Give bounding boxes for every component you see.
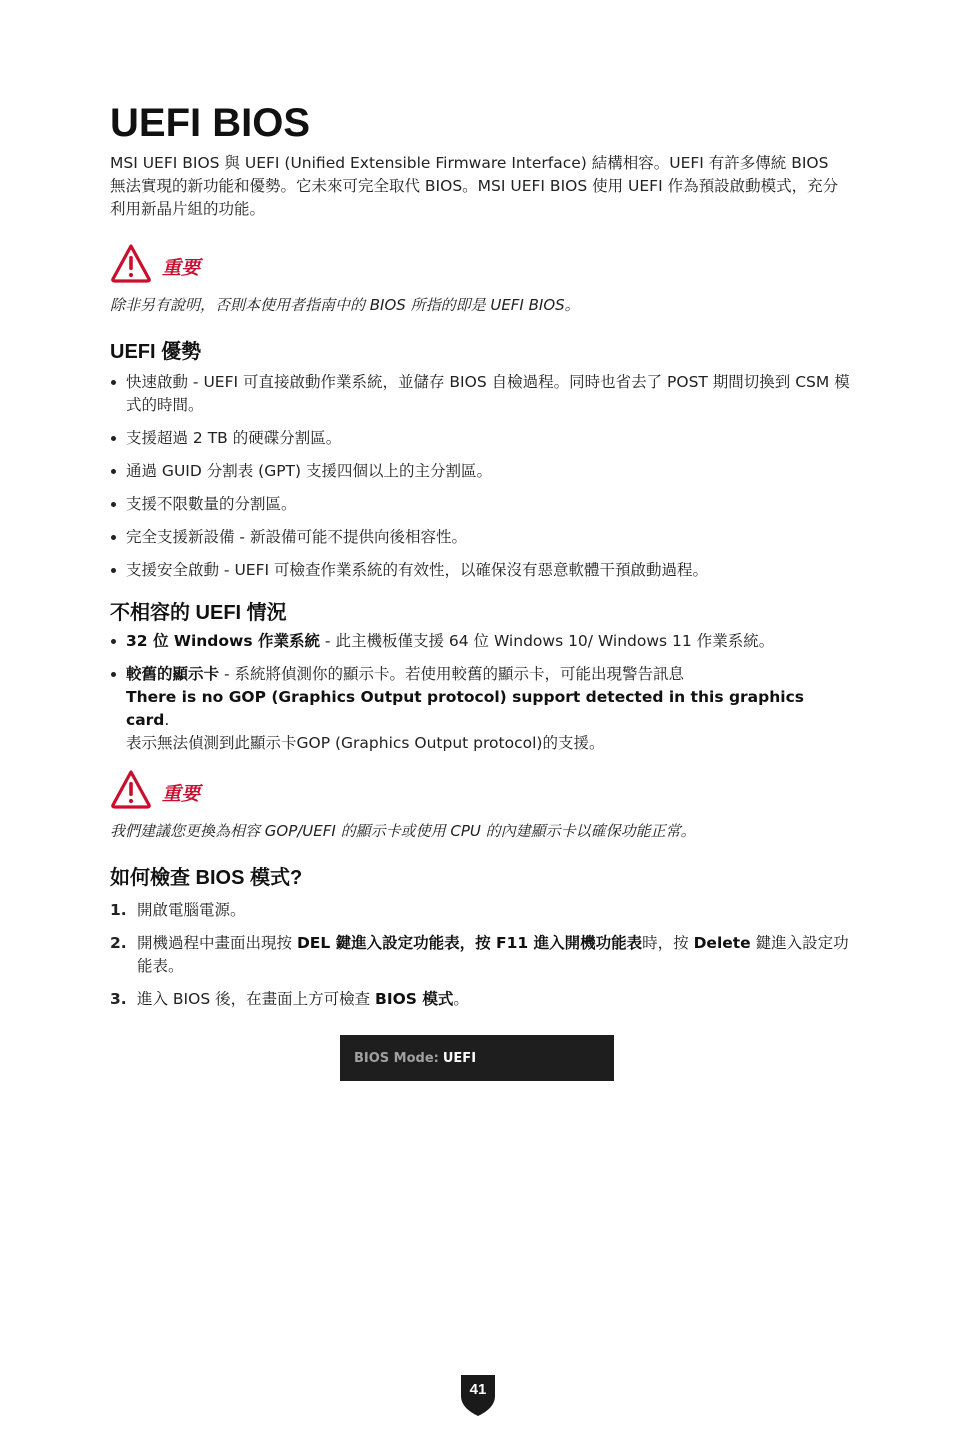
warning-period: . (164, 711, 170, 729)
step-bold: Delete (693, 934, 751, 952)
warning-icon (110, 769, 152, 809)
bios-mode-box (340, 1035, 614, 1081)
important-text: 我們建議您更換為相容 GOP/UEFI 的顯示卡或使用 CPU 的內建顯示卡以確保功能正常。 (110, 822, 696, 840)
advantages-heading: UEFI 優勢 (110, 341, 202, 363)
check-heading: 如何檢查 BIOS 模式? (110, 867, 303, 889)
incompatible-list (110, 630, 850, 755)
step-bold: BIOS 模式 (375, 990, 454, 1008)
step-item (110, 988, 850, 1011)
item-text: - 系統將偵測你的顯示卡。若使用較舊的顯示卡，可能出現警告訊息 (219, 665, 684, 683)
step-text: 時，按 (642, 934, 694, 952)
important-header (110, 241, 850, 285)
intro-paragraph: MSI UEFI BIOS 與 UEFI (Unified Extensible Firmware Interface) 結構相容。UEFI 有許多傳統 BIOS 無法實現的新功能和優勢。它未來可完全取代 BIOS。MSI UEFI BIOS 使用 UEFI 作為預設啟動模式，充分利用新晶片組的功能。 (110, 154, 839, 218)
step-number: 3. (110, 990, 127, 1008)
important-note-1 (110, 241, 850, 315)
step-text: 開啟電腦電源。 (137, 901, 246, 919)
important-text: 除非另有說明，否則本使用者指南中的 BIOS 所指的即是 UEFI BIOS。 (110, 296, 580, 314)
list-item: 支援不限數量的分割區。 (110, 493, 850, 516)
important-label: 重要 (162, 782, 201, 805)
step-text: 鍵進入設定功能表。 (137, 934, 849, 975)
step-number: 1. (110, 901, 127, 919)
step-text: 開機過程中畫面出現按 (137, 934, 297, 952)
list-item: 通過 GUID 分割表 (GPT) 支援四個以上的主分割區。 (110, 460, 850, 483)
list-item: 支援超過 2 TB 的硬碟分割區。 (110, 427, 850, 450)
important-header (110, 767, 850, 811)
list-item: 支援安全啟動 - UEFI 可檢查作業系統的有效性，以確保沒有惡意軟體干預啟動過程。 (110, 559, 850, 582)
list-item (110, 663, 850, 755)
item-text: - 此主機板僅支援 64 位 Windows 10/ Windows 11 作業系統。 (320, 632, 775, 650)
list-item: 快速啟動 - UEFI 可直接啟動作業系統，並儲存 BIOS 自檢過程。同時也省去了 POST 期間切換到 CSM 模式的時間。 (110, 371, 850, 417)
important-label: 重要 (162, 256, 201, 279)
bios-mode-value: UEFI (442, 1050, 477, 1066)
step-number: 2. (110, 934, 127, 952)
important-note-2 (110, 767, 850, 841)
bios-mode-label: BIOS Mode: (354, 1050, 439, 1066)
page-title: UEFI BIOS (110, 101, 311, 145)
incompatible-heading: 不相容的 UEFI 情況 (110, 602, 287, 624)
page-content (110, 100, 850, 1021)
list-item: 完全支援新設備 - 新設備可能不提供向後相容性。 (110, 526, 850, 549)
steps-list (110, 899, 850, 1011)
step-item (110, 932, 850, 978)
list-item (110, 630, 850, 653)
step-text: 進入 BIOS 後，在畫面上方可檢查 (137, 990, 376, 1008)
warning-message: There is no GOP (Graphics Output protocol) support detected in this graphics card (126, 688, 804, 729)
item-text-2: 表示無法偵測到此顯示卡GOP (Graphics Output protocol)的支援。 (126, 734, 605, 752)
step-item (110, 899, 850, 922)
item-bold: 32 位 Windows 作業系統 (126, 632, 320, 650)
step-text: 。 (453, 990, 469, 1008)
step-bold: DEL 鍵進入設定功能表，按 F11 進入開機功能表 (296, 934, 643, 952)
warning-icon (110, 243, 152, 283)
page-number: 41 (469, 1381, 487, 1398)
item-bold: 較舊的顯示卡 (126, 665, 220, 683)
advantages-list (110, 371, 850, 582)
